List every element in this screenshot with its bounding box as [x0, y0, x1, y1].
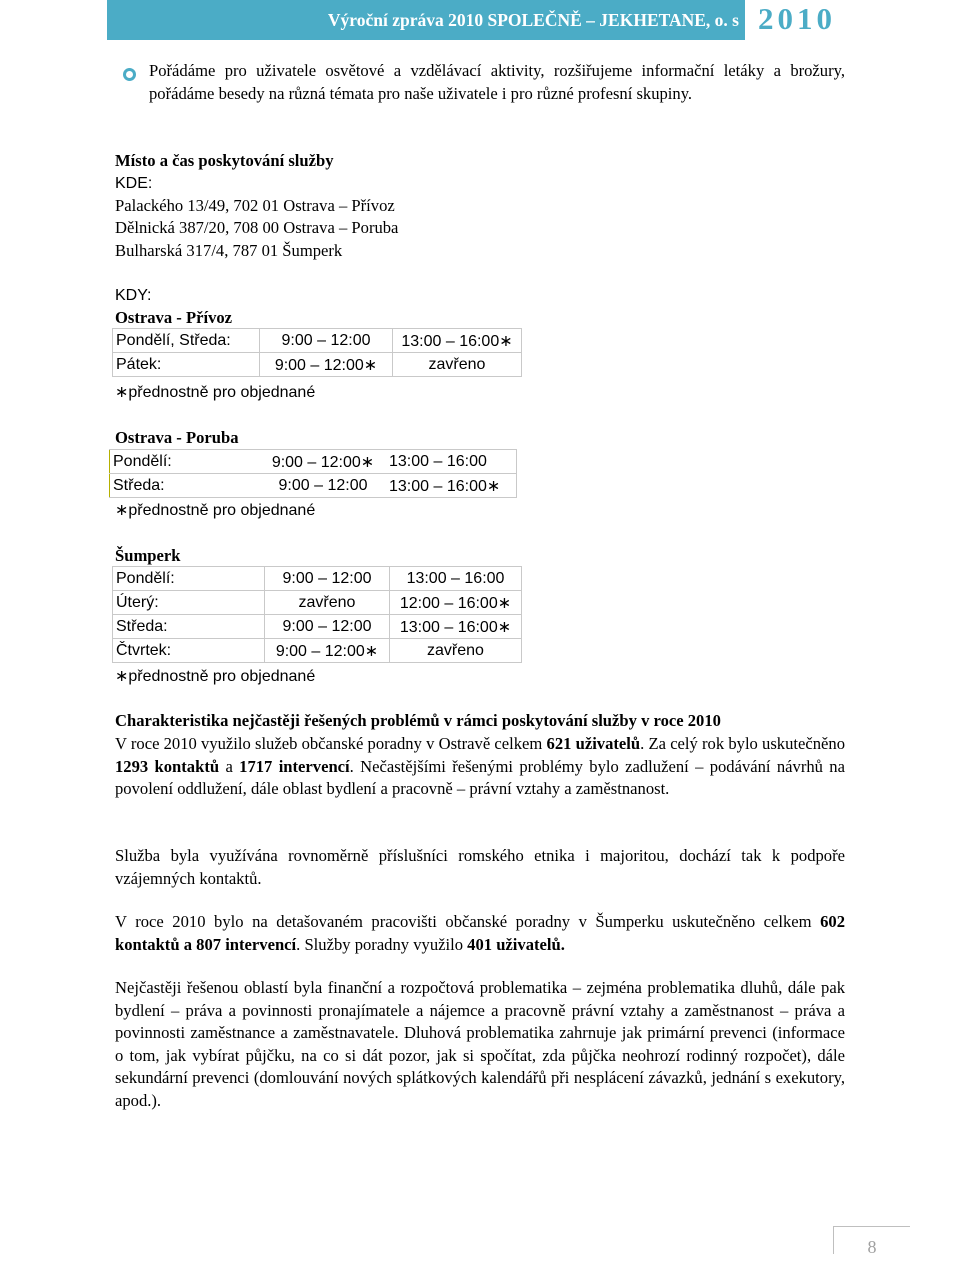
when-label: KDY:: [115, 287, 152, 304]
text-span: V roce 2010 využilo služeb občanské poradny v Ostravě celkem: [115, 734, 547, 753]
schedule-location-poruba: Ostrava - Poruba: [115, 428, 239, 447]
morning-cell: zavřeno: [265, 591, 390, 615]
users-count: 621 uživatelů: [546, 734, 641, 753]
day-cell: Pondělí:: [113, 567, 265, 591]
footnote-sumperk: ∗přednostně pro objednané: [115, 668, 316, 685]
schedule-table-sumperk: [112, 566, 522, 663]
page-number: 8: [833, 1226, 910, 1254]
footnote-privoz: ∗přednostně pro objednané: [115, 384, 316, 401]
paragraph-ethnicity: Služba byla využívána rovnoměrně příslušníci romského etnika i majoritou, dochází tak k podpoře vzájemných kontaktů.: [115, 846, 845, 888]
report-year: 2010: [758, 1, 836, 36]
day-cell: Úterý:: [113, 591, 265, 615]
address-poruba: Dělnická 387/20, 708 00 Ostrava – Poruba: [115, 218, 399, 237]
sumperk-users: 401 uživatelů.: [467, 934, 565, 954]
characteristics-heading: Charakteristika nejčastěji řešených problémů v rámci poskytování služby v roce 2010: [115, 711, 721, 730]
table-row: [110, 474, 517, 498]
address-sumperk: Bulharská 317/4, 787 01 Šumperk: [115, 241, 343, 260]
text-span: . Nečastějšími řešenými problémy bylo zadlužení – podávání návrhů na povolení oddlužení, dále oblast bydlení a pracovně – právní vztahy a zaměstnanost.: [115, 756, 845, 798]
table-row: [113, 353, 522, 377]
schedule-location-privoz: Ostrava - Přívoz: [115, 308, 233, 327]
afternoon-cell: 13:00 – 16:00∗: [390, 615, 522, 639]
morning-cell: 9:00 – 12:00∗: [260, 450, 386, 474]
afternoon-cell: 13:00 – 16:00∗: [393, 329, 522, 353]
table-row: [113, 567, 522, 591]
interventions-count: 1717 intervencí: [239, 756, 350, 776]
footnote-poruba: ∗přednostně pro objednané: [115, 502, 316, 519]
day-cell: Čtvrtek:: [113, 639, 265, 663]
morning-cell: 9:00 – 12:00: [265, 567, 390, 591]
sumperk-contacts: 602 kontaktů a 807 intervencí: [115, 912, 845, 954]
report-header-bar: [107, 0, 745, 40]
afternoon-cell: 12:00 – 16:00∗: [390, 591, 522, 615]
schedule-table-poruba: [109, 449, 517, 498]
afternoon-cell: 13:00 – 16:00: [386, 450, 517, 474]
paragraph-sumperk-stats: [115, 911, 845, 956]
circle-bullet-icon: [123, 68, 136, 81]
day-cell: Středa:: [113, 615, 265, 639]
text-span: . Služby poradny využilo: [296, 934, 468, 954]
text-span: . Za celý rok bylo uskutečněno: [640, 734, 845, 753]
place-heading: Místo a čas poskytování služby: [115, 151, 334, 170]
report-title: Výroční zpráva 2010 SPOLEČNĚ – JEKHETANE, o. s: [327, 9, 739, 30]
activities-bullet: [114, 59, 845, 105]
text-span: a: [219, 756, 240, 776]
address-privoz: Palackého 13/49, 702 01 Ostrava – Přívoz: [115, 196, 395, 215]
table-row: [113, 591, 522, 615]
day-cell: Středa:: [110, 474, 261, 498]
table-row: [110, 450, 517, 474]
table-row: [113, 615, 522, 639]
contacts-count: 1293 kontaktů: [115, 756, 220, 776]
morning-cell: 9:00 – 12:00: [260, 474, 386, 498]
where-label: KDE:: [115, 175, 153, 192]
paragraph-ostrava-stats: [115, 733, 845, 801]
morning-cell: 9:00 – 12:00: [260, 329, 393, 353]
schedule-table-privoz: [112, 328, 522, 377]
schedule-location-sumperk: Šumperk: [115, 546, 181, 565]
bullet-text: Pořádáme pro uživatele osvětové a vzdělávací aktivity, rozšiřujeme informační letáky a brožury, pořádáme besedy na různá témata pro naše uživatele i pro různé profesní skupiny.: [149, 61, 845, 103]
table-row: [113, 639, 522, 663]
day-cell: Pondělí:: [110, 450, 261, 474]
afternoon-cell: zavřeno: [390, 639, 522, 663]
day-cell: Pondělí, Středa:: [113, 329, 260, 353]
afternoon-cell: 13:00 – 16:00∗: [386, 474, 517, 498]
morning-cell: 9:00 – 12:00∗: [265, 639, 390, 663]
morning-cell: 9:00 – 12:00∗: [260, 353, 393, 377]
text-span: V roce 2010 bylo na detašovaném pracovišti občanské poradny v Šumperku uskutečněno celkem: [115, 912, 821, 931]
afternoon-cell: 13:00 – 16:00: [390, 567, 522, 591]
table-row: [113, 329, 522, 353]
afternoon-cell: zavřeno: [393, 353, 522, 377]
day-cell: Pátek:: [113, 353, 260, 377]
morning-cell: 9:00 – 12:00: [265, 615, 390, 639]
paragraph-problem-areas: Nejčastěji řešenou oblastí byla finanční a rozpočtová problematika – zejména problematika dluhů, dále pak bydlení – práva a povinnosti pronajímatele a nájemce a pracovně právní vztahy a zaměstnanost – práva a povinnosti zaměstnance a zaměstnavatele. Dluhová problematika zahrnuje jak primární prevenci (informace o tom, jak vybírat půjčku, na co si dát pozor, jak si spočítat, zda půjčka neohrozí rodinný rozpočet), dále sekundární prevenci (domlouvání nových splátkových kalendářů při nesplácení závazků, jednání s exekutory, apod.).: [115, 978, 845, 1110]
